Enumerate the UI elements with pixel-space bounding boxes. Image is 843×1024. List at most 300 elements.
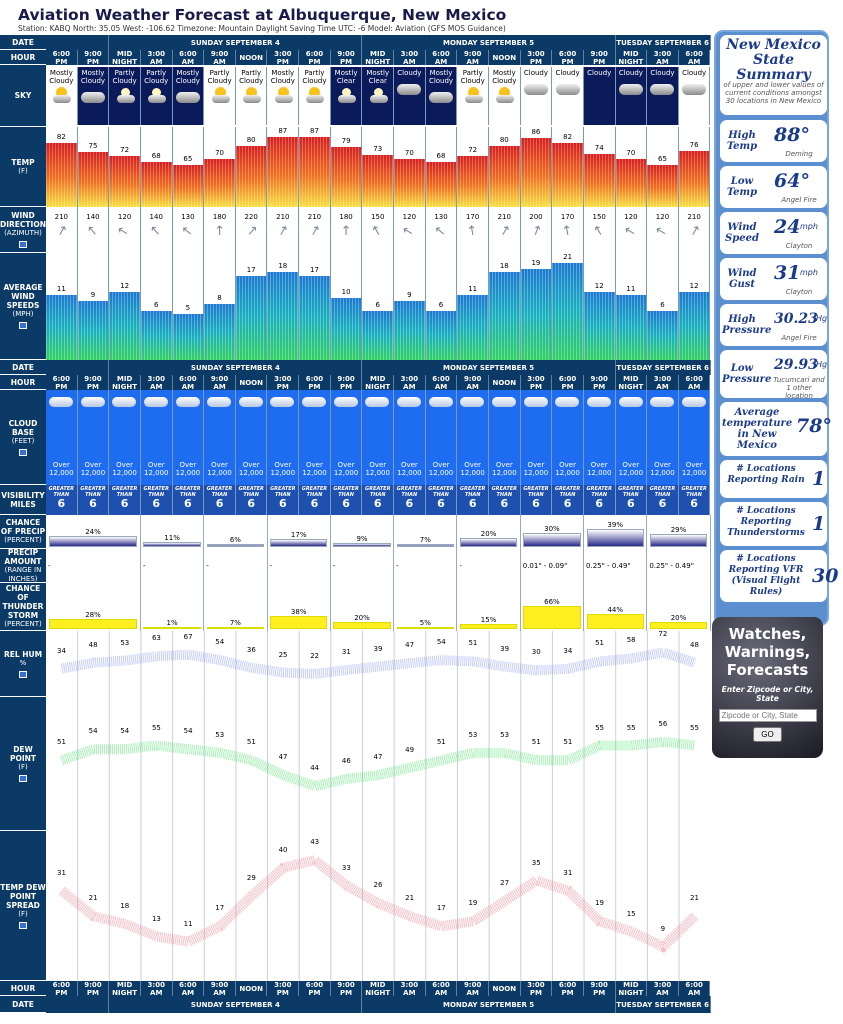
chance-precip-value: 17% xyxy=(290,531,307,539)
temp-value: 70 xyxy=(626,149,636,157)
row-label xyxy=(0,981,46,996)
sky-condition: Mostly Clear xyxy=(366,69,390,85)
wind-arrow-icon: ↑ xyxy=(496,222,514,241)
sky-cell xyxy=(552,67,584,125)
cloud-icon xyxy=(370,95,388,103)
wind-speed-cell xyxy=(521,253,553,360)
cloud-base-cell xyxy=(584,390,616,485)
sky-icon xyxy=(302,87,326,103)
wind-arrow-icon: ↑ xyxy=(274,222,292,241)
dew-spread-value: 19 xyxy=(595,899,604,908)
temp-cell xyxy=(204,127,236,207)
dew-spread-value: 19 xyxy=(468,899,478,908)
wind-arrow-icon: ↑ xyxy=(146,222,165,241)
visibility-cell xyxy=(141,485,173,515)
chance-precip-value: 39% xyxy=(607,521,623,529)
cloud-base-value: Over 12,000 xyxy=(112,461,137,477)
cloud-base-value: Over 12,000 xyxy=(555,461,580,477)
temp-value: 87 xyxy=(278,127,288,135)
summary-location: Angel Fire xyxy=(781,334,817,342)
sky-icon xyxy=(334,87,358,103)
wind-speed-value: 11 xyxy=(56,285,66,293)
temp-bar xyxy=(46,143,77,207)
dew-spread-value: 29 xyxy=(246,873,256,882)
visibility-qualifier: GREATER THAN xyxy=(175,486,201,498)
summary-label: Wind Gust xyxy=(727,268,757,290)
wind-speed-value: 19 xyxy=(531,259,541,267)
wind-bar xyxy=(521,269,552,360)
cloud-base-value: Over 12,000 xyxy=(523,461,549,477)
wind-speed-value: 6 xyxy=(660,301,665,309)
hour-cell: 6:00 PM xyxy=(299,50,331,65)
temp-cell xyxy=(457,127,489,207)
cloud-icon xyxy=(492,397,516,407)
go-button[interactable]: GO xyxy=(753,727,781,742)
thunderstorm-bar xyxy=(650,622,707,629)
thunderstorm-value: 20% xyxy=(670,614,687,622)
sky-condition: Mostly Cloudy xyxy=(49,69,74,85)
cloud-icon xyxy=(682,397,706,407)
wind-bar xyxy=(46,295,77,360)
chance-precip-cell xyxy=(204,515,267,549)
wind-speed-value: 9 xyxy=(90,291,96,299)
sky-cell xyxy=(236,67,268,125)
visibility-value: 6 xyxy=(532,497,540,510)
wind-direction-value: 120 xyxy=(402,213,417,221)
thunderstorm-cell xyxy=(584,583,647,631)
rel-hum-value: 25 xyxy=(278,650,288,659)
sky-condition: Partly Cloudy xyxy=(207,69,232,85)
date-cell: TUESDAY SEPTEMBER 6 xyxy=(616,35,711,50)
row-label-unit: (PERCENT) xyxy=(4,536,42,544)
row-label-text: VISIBILITY MILES xyxy=(1,490,45,509)
hour-cell: MID NIGHT xyxy=(616,50,648,65)
thunderstorm-value: 1% xyxy=(166,619,178,627)
wind-bar xyxy=(489,272,520,360)
visibility-qualifier: GREATER THAN xyxy=(111,486,138,498)
wind-speed-value: 17 xyxy=(309,266,319,274)
precip-amount-value: - xyxy=(142,562,146,570)
row-label xyxy=(0,631,46,697)
temp-bar xyxy=(647,165,678,207)
cloud-icon xyxy=(429,397,453,407)
visibility-cell xyxy=(394,485,426,515)
thunderstorm-bar xyxy=(460,624,517,629)
hour-cell: MID NIGHT xyxy=(362,981,394,996)
visibility-qualifier: GREATER THAN xyxy=(649,486,676,498)
wind-direction-cell xyxy=(457,207,489,253)
thunderstorm-row xyxy=(46,583,711,631)
sky-cell xyxy=(299,67,331,125)
hour-cell: MID NIGHT xyxy=(109,981,141,996)
temp-cell xyxy=(679,127,711,207)
visibility-value: 6 xyxy=(215,497,224,510)
row-label-text: CHANCE OF PRECIP xyxy=(0,518,46,536)
cloud-icon xyxy=(176,92,200,103)
rel-hum-value: 63 xyxy=(151,634,161,643)
hour-cell: 3:00 AM xyxy=(394,375,426,390)
rel-hum-value: 22 xyxy=(310,651,320,660)
cloud-icon xyxy=(587,397,611,407)
cloud-base-cell xyxy=(331,390,363,485)
cloud-icon xyxy=(496,95,514,103)
summary-value: 30 xyxy=(812,565,839,587)
sky-cell xyxy=(647,67,679,125)
chance-precip-bar xyxy=(49,536,138,547)
sky-cell xyxy=(78,67,110,125)
chance-precip-bar xyxy=(523,533,580,547)
wind-arrow-icon: ↑ xyxy=(306,222,324,241)
wind-arrow-icon: ↑ xyxy=(590,222,608,241)
summary-value: 30.23 xyxy=(774,311,818,327)
chance-precip-cell xyxy=(457,515,520,549)
chance-precip-cell xyxy=(46,515,141,549)
visibility-cell xyxy=(679,485,711,515)
row-label-text: DATE xyxy=(12,362,34,372)
wind-bar xyxy=(394,301,425,360)
visibility-value: 6 xyxy=(247,497,255,510)
rel-hum-value: 31 xyxy=(341,648,351,656)
precip-amount-cell xyxy=(457,549,520,583)
summary-item xyxy=(720,502,827,546)
state-summary-panel xyxy=(714,30,839,626)
thunderstorm-cell xyxy=(331,583,394,631)
wind-bar xyxy=(141,311,172,360)
cloud-icon xyxy=(243,95,261,103)
cloud-base-value: Over 12,000 xyxy=(650,461,675,477)
summary-location: Angel Fire xyxy=(781,196,817,204)
row-label-text: CHANCE OF THUNDER STORM xyxy=(2,584,44,620)
sky-cell xyxy=(584,67,616,125)
thunderstorm-bar xyxy=(270,616,327,629)
rel-hum-value: 53 xyxy=(120,638,130,647)
rel-hum-value: 67 xyxy=(183,632,193,641)
dew-spread-value: 43 xyxy=(310,838,320,847)
cloud-base-cell xyxy=(616,390,648,485)
sky-condition: Partly Cloudy xyxy=(239,69,264,85)
temp-value: 82 xyxy=(56,133,66,141)
row-label xyxy=(0,253,46,360)
wind-bar xyxy=(109,292,140,360)
hour-cell: 3:00 AM xyxy=(647,375,679,390)
summary-unit: Hg xyxy=(816,360,828,369)
visibility-value: 6 xyxy=(595,497,604,510)
cloud-icon xyxy=(270,397,294,407)
hour-cell: 6:00 AM xyxy=(679,375,711,390)
dew-spread-value: 9 xyxy=(660,924,666,933)
temp-bar xyxy=(141,162,172,207)
precip-amount-value: - xyxy=(269,562,273,570)
temp-bar xyxy=(616,159,647,207)
hour-cell: 3:00 AM xyxy=(647,50,679,65)
cloud-base-cell xyxy=(521,390,553,485)
dew-point-value: 54 xyxy=(120,727,130,736)
wind-bar xyxy=(616,295,647,360)
row-label-text: CLOUD BASE xyxy=(8,418,38,437)
watches-title: Watches, Warnings, Forecasts xyxy=(724,625,811,679)
cloud-icon xyxy=(275,95,293,103)
wind-direction-cell xyxy=(299,207,331,253)
cloud-base-cell xyxy=(109,390,141,485)
sky-cell xyxy=(679,67,711,125)
hour-cell: 6:00 PM xyxy=(46,981,78,996)
dew-point-value: 51 xyxy=(436,738,446,747)
temp-bar xyxy=(426,162,457,207)
precip-amount-cell xyxy=(331,549,394,583)
summary-value: 24 xyxy=(774,216,801,238)
temp-bar xyxy=(236,146,267,207)
sky-icon xyxy=(524,79,548,95)
hour-cell: 9:00 PM xyxy=(584,50,616,65)
thunderstorm-value: 38% xyxy=(290,608,307,616)
wind-arrow-icon: ↑ xyxy=(431,222,450,241)
precip-amount-value: 0.25" - 0.49" xyxy=(649,562,694,570)
row-label xyxy=(0,549,46,583)
hour-cell: NOON xyxy=(236,981,268,996)
info-icon[interactable] xyxy=(19,922,27,929)
hour-cell: 3:00 PM xyxy=(521,981,553,996)
sky-icon xyxy=(461,87,485,103)
row-label xyxy=(0,996,46,1013)
hour-cell: 9:00 AM xyxy=(204,375,236,390)
wind-bar xyxy=(457,295,488,360)
info-icon[interactable] xyxy=(19,241,27,248)
date-cell: MONDAY SEPTEMBER 5 xyxy=(363,360,616,375)
sky-icon xyxy=(144,87,168,103)
hour-cell: 3:00 PM xyxy=(267,50,299,65)
temp-bar xyxy=(679,151,710,207)
visibility-value: 6 xyxy=(342,497,350,510)
row-label xyxy=(0,515,46,549)
row-label-text: DATE xyxy=(12,999,34,1009)
wind-direction-value: 180 xyxy=(339,213,353,221)
visibility-cell xyxy=(426,485,458,515)
rel-hum-value: 48 xyxy=(88,640,98,649)
wind-bar xyxy=(679,292,710,360)
dew-point-value: 54 xyxy=(183,727,193,736)
visibility-qualifier: GREATER THAN xyxy=(428,486,454,498)
cloud-icon xyxy=(81,397,105,407)
hour-cell: NOON xyxy=(489,981,521,996)
sky-cell xyxy=(173,67,205,125)
row-label-unit: (F) xyxy=(18,166,28,175)
wind-speed-cell xyxy=(299,253,331,360)
hour-cell: NOON xyxy=(236,50,268,65)
summary-location: Clayton xyxy=(785,288,813,296)
row-label-text: WIND DIRECTION xyxy=(0,211,46,229)
wind-direction-cell xyxy=(173,207,205,253)
sky-cell xyxy=(267,67,299,125)
wind-bar xyxy=(78,301,109,360)
visibility-qualifier: GREATER THAN xyxy=(48,486,75,498)
precip-amount-cell xyxy=(46,549,141,583)
visibility-row xyxy=(46,485,710,515)
info-icon[interactable] xyxy=(19,449,27,456)
temp-cell xyxy=(331,127,363,207)
chance-precip-bar xyxy=(587,529,644,547)
cloud-base-cell xyxy=(173,390,205,485)
sky-cell xyxy=(204,67,236,125)
temp-cell xyxy=(584,127,616,207)
dew-spread-value: 27 xyxy=(500,878,510,887)
row-label-text: DATE xyxy=(12,37,34,47)
dew-point-value: 56 xyxy=(658,719,668,728)
sky-cell xyxy=(331,67,363,125)
chance-precip-value: 30% xyxy=(544,525,560,533)
row-label-text: HOUR xyxy=(10,983,36,993)
wind-speed-cell xyxy=(236,253,268,360)
wind-arrow-icon: ↑ xyxy=(652,223,672,241)
wind-speed-value: 11 xyxy=(468,285,478,293)
precip-amount-value: 0.01" - 0.09" xyxy=(522,562,568,570)
wind-bar xyxy=(584,292,615,360)
temp-value: 86 xyxy=(531,128,541,136)
visibility-value: 6 xyxy=(278,497,287,510)
cloud-base-cell xyxy=(426,390,458,485)
cloud-base-cell xyxy=(299,390,331,485)
cloud-icon xyxy=(555,397,579,407)
station-info: Station: KABQ North: 35.05 West: -106.62 Timezone: Mountain Daylight Saving Time UTC: -6 Model: Aviation (GFS MOS Guidance) xyxy=(18,24,506,33)
temp-value: 79 xyxy=(341,137,351,145)
cloud-icon xyxy=(682,84,706,95)
wind-direction-cell xyxy=(584,207,616,253)
row-label xyxy=(0,360,46,375)
cloud-base-cell xyxy=(267,390,299,485)
row-label-text: REL HUM xyxy=(3,649,43,659)
thunderstorm-bar xyxy=(143,627,200,629)
hour-cell: 3:00 AM xyxy=(647,981,679,996)
summary-item xyxy=(720,304,827,346)
date-cell xyxy=(46,996,109,1013)
sky-icon xyxy=(619,79,643,95)
wind-speed-value: 12 xyxy=(120,282,130,290)
page-title: Aviation Weather Forecast at Albuquerque, New Mexico xyxy=(18,6,507,24)
temp-bar xyxy=(489,146,520,207)
dew-point-value: 54 xyxy=(88,727,98,736)
cloud-base-value: Over 12,000 xyxy=(681,461,707,477)
visibility-qualifier: GREATER THAN xyxy=(365,486,391,498)
wind-arrow-icon: ↑ xyxy=(368,222,386,241)
summary-location: Deming xyxy=(785,150,813,158)
hour-cell: 9:00 PM xyxy=(331,375,363,390)
info-icon[interactable] xyxy=(19,671,27,678)
hour-cell: 3:00 AM xyxy=(394,981,426,996)
chance-precip-cell xyxy=(584,515,647,549)
visibility-value: 6 xyxy=(89,497,97,510)
visibility-qualifier: GREATER THAN xyxy=(143,486,169,498)
visibility-value: 6 xyxy=(405,497,414,510)
dew-point-value: 53 xyxy=(215,730,225,739)
wind-direction-value: 120 xyxy=(117,213,132,221)
cloud-base-cell xyxy=(78,390,110,485)
hour-cell: 6:00 AM xyxy=(679,981,711,996)
chance-precip-value: 6% xyxy=(229,536,241,544)
wind-direction-cell xyxy=(236,207,268,253)
info-icon[interactable] xyxy=(19,322,27,329)
cloud-base-value: Over 12,000 xyxy=(586,461,612,477)
rel-hum-line xyxy=(62,652,695,673)
zip-input[interactable] xyxy=(719,709,817,722)
dew-spread-value: 17 xyxy=(436,904,446,913)
chance-precip-value: 7% xyxy=(419,536,431,544)
dew-point-value: 46 xyxy=(341,756,351,765)
hour-cell: 6:00 AM xyxy=(426,981,458,996)
wind-speed-value: 17 xyxy=(246,266,256,274)
wind-bar xyxy=(236,276,267,360)
visibility-qualifier: GREATER THAN xyxy=(586,486,612,498)
hour-cell: NOON xyxy=(236,375,268,390)
temp-bar xyxy=(204,159,235,207)
dew-spread-value: 31 xyxy=(563,868,573,877)
cloud-icon xyxy=(334,397,358,407)
cloud-icon xyxy=(239,397,263,407)
wind-speed-value: 11 xyxy=(626,285,636,293)
temp-value: 80 xyxy=(499,136,509,144)
hour-cell: 3:00 PM xyxy=(267,375,299,390)
row-label-text: SKY xyxy=(14,91,32,100)
hour-cell: 3:00 AM xyxy=(141,50,173,65)
precip-amount-cell xyxy=(268,549,331,583)
row-label xyxy=(0,390,46,485)
precip-amount-value: - xyxy=(206,562,209,570)
hour-cell: 9:00 PM xyxy=(331,981,363,996)
sky-icon xyxy=(587,79,611,95)
summary-label: # Locations Reporting VFR (Visual Flight Rules) xyxy=(728,554,804,597)
hour-cell: 6:00 AM xyxy=(173,981,205,996)
cloud-icon xyxy=(524,84,548,95)
chance-precip-value: 9% xyxy=(356,535,368,543)
summary-location: Tucumcari and 1 other location xyxy=(773,376,825,400)
hour-cell: MID NIGHT xyxy=(109,375,141,390)
thunderstorm-bar xyxy=(587,614,644,629)
wind-direction-cell xyxy=(616,207,648,253)
wind-bar xyxy=(362,311,393,360)
sky-cell xyxy=(141,67,173,125)
info-icon[interactable] xyxy=(19,775,27,782)
visibility-value: 6 xyxy=(500,497,509,510)
dew-point-line xyxy=(62,742,695,786)
wind-speed-cell xyxy=(426,253,458,360)
dew-point-value: 47 xyxy=(373,753,383,762)
row-label-unit: (F) xyxy=(18,909,28,918)
hour-cell: 9:00 PM xyxy=(584,375,616,390)
precip-amount-value: - xyxy=(396,562,399,570)
row-label-text: PRECIP AMOUNT xyxy=(4,547,42,566)
dew-spread-value: 11 xyxy=(183,919,193,928)
hour-row xyxy=(46,981,710,996)
wind-direction-cell xyxy=(204,207,236,253)
sky-icon xyxy=(556,79,580,95)
summary-label: Low Pressure xyxy=(722,363,772,385)
cloud-icon xyxy=(465,95,483,103)
temp-cell xyxy=(362,127,394,207)
rel-hum-value: 54 xyxy=(436,638,446,647)
cloud-icon xyxy=(524,397,548,407)
visibility-qualifier: GREATER THAN xyxy=(333,486,359,498)
cloud-icon xyxy=(306,95,324,103)
cloud-base-cell xyxy=(552,390,584,485)
visibility-qualifier: GREATER THAN xyxy=(491,486,517,498)
temp-bar xyxy=(457,156,488,207)
precip-amount-cell xyxy=(394,549,457,583)
wind-direction-cell xyxy=(426,207,458,253)
wind-speed-value: 6 xyxy=(154,301,159,309)
date-cell xyxy=(46,360,109,375)
cloud-icon xyxy=(207,397,231,407)
summary-item xyxy=(720,350,827,398)
hour-cell: 6:00 AM xyxy=(679,50,711,65)
visibility-cell xyxy=(299,485,331,515)
